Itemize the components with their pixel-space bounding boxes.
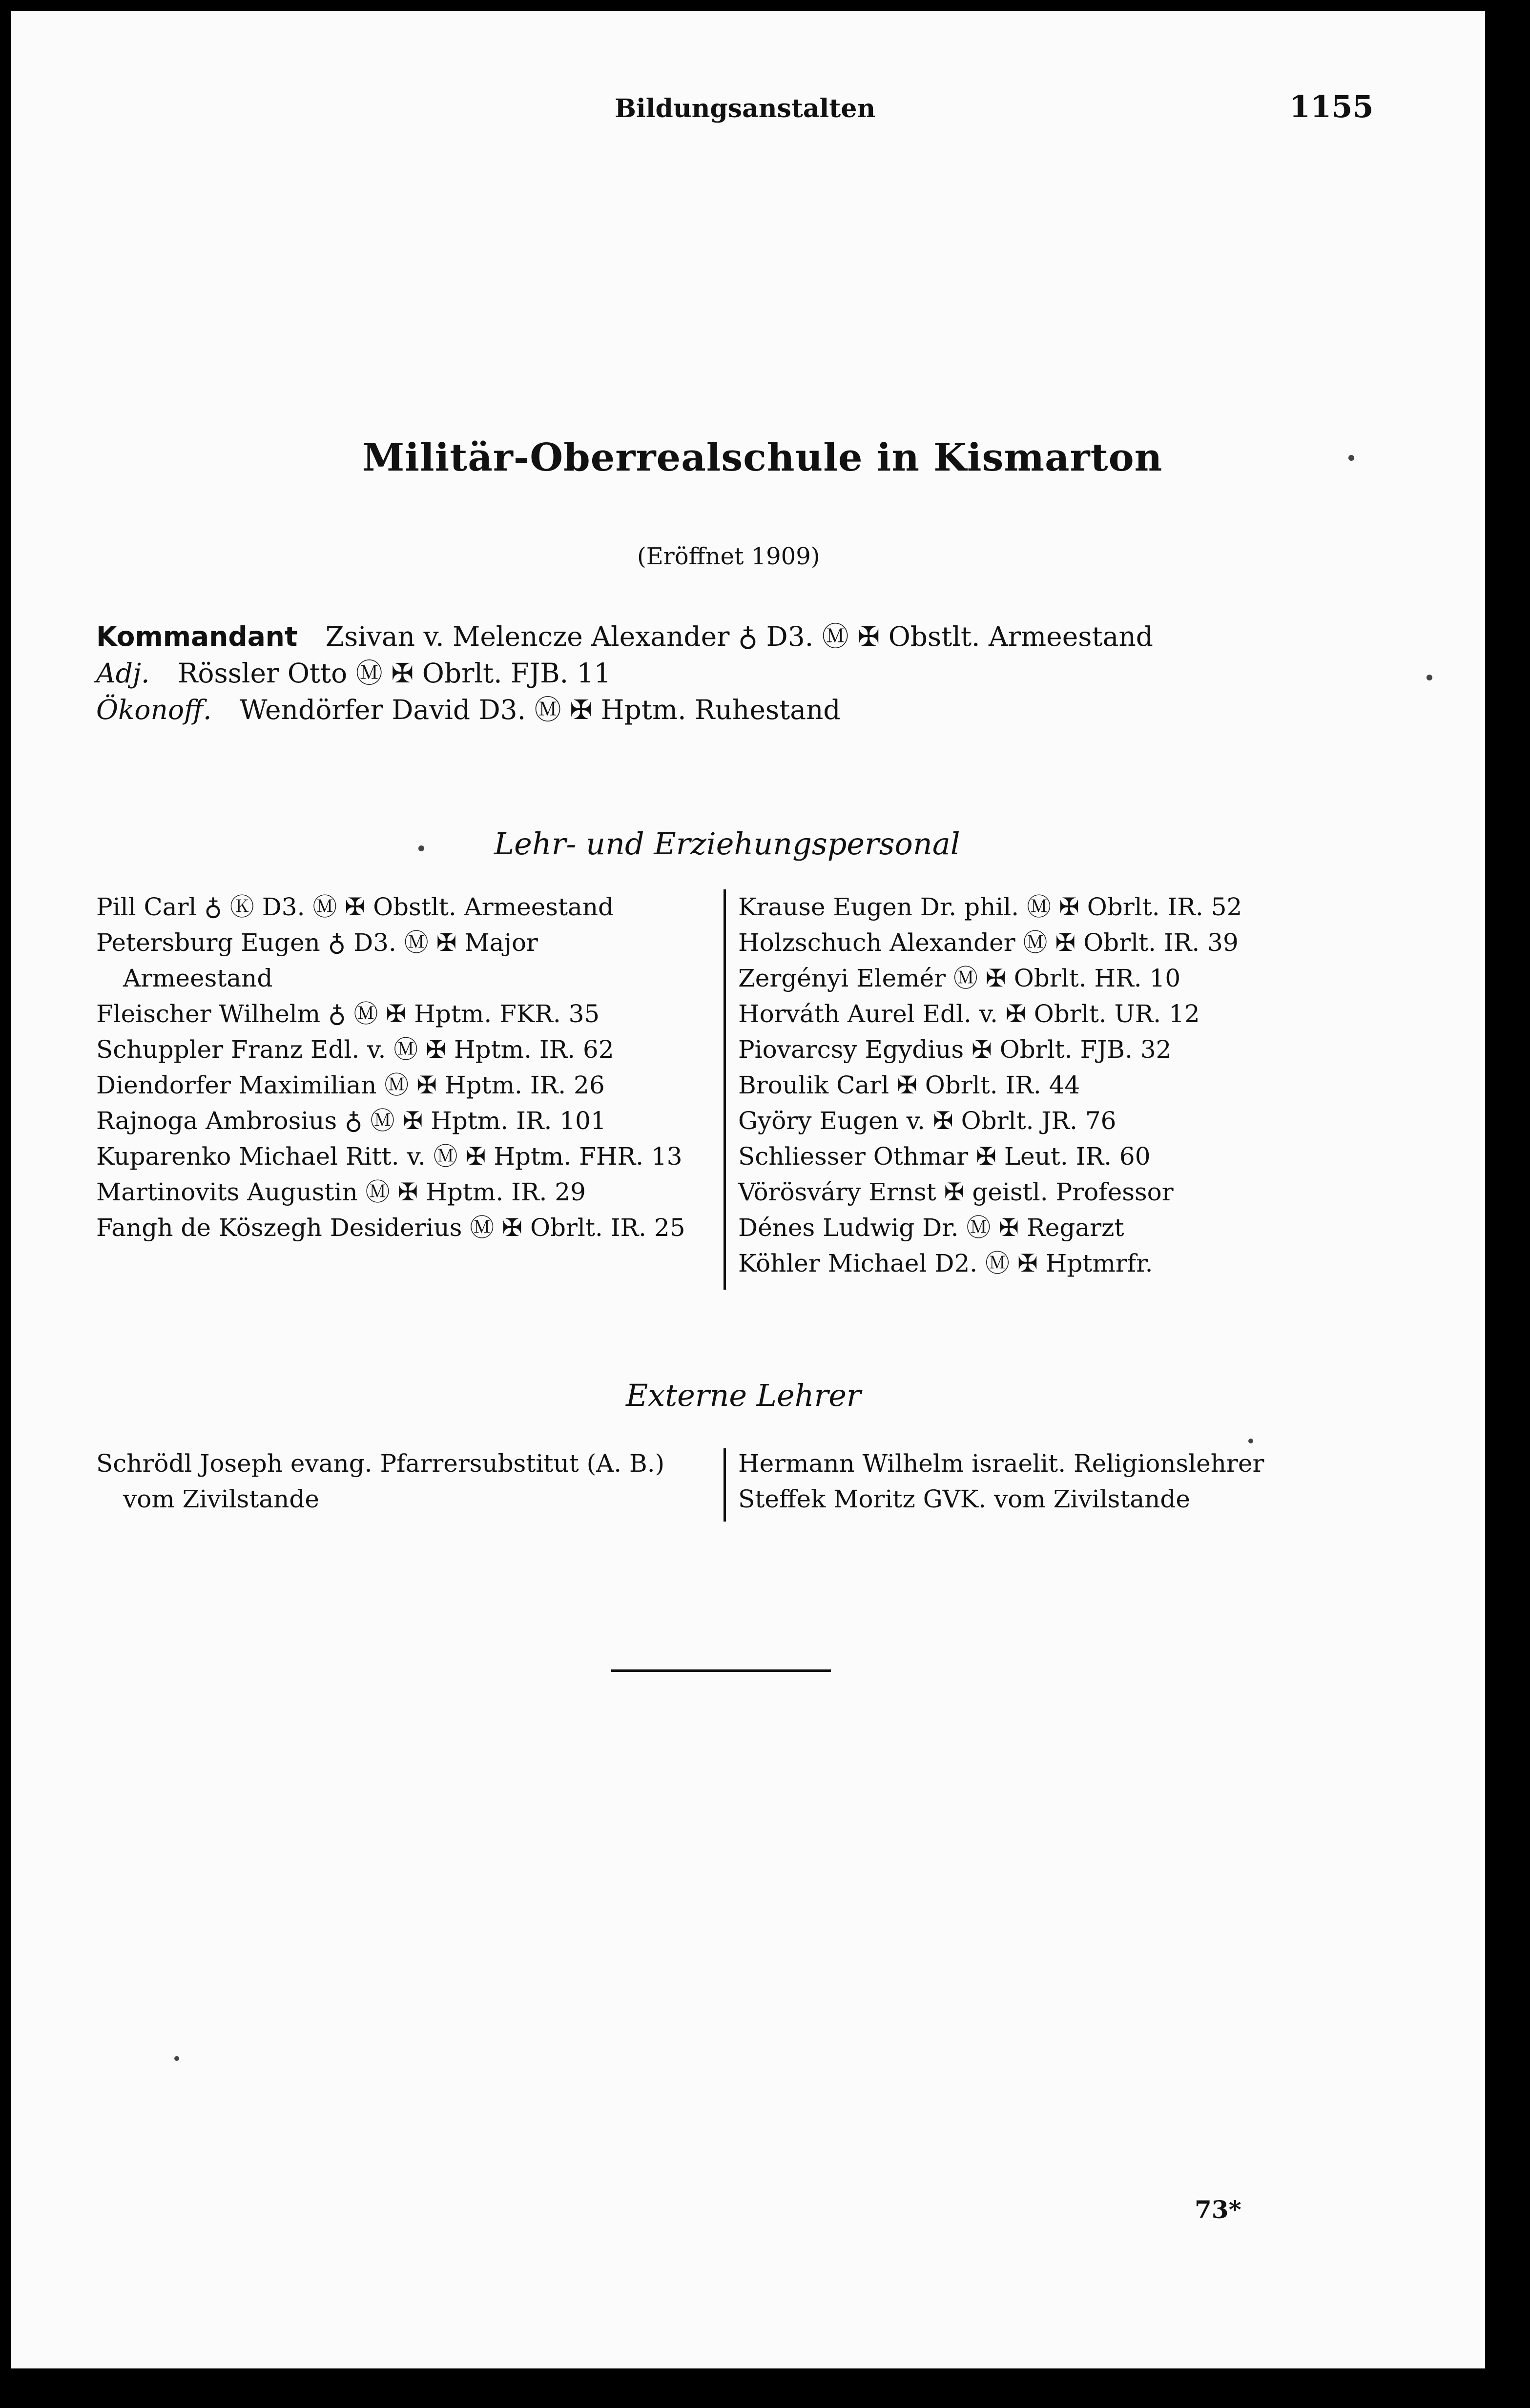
- staff-entry: Horváth Aurel Edl. v. ✠ Obrlt. UR. 12: [738, 1000, 1200, 1028]
- leadership-entry: Zsivan v. Melencze Alexander ♁ D3. Ⓜ ✠ Obstlt. Armeestand: [325, 621, 1154, 652]
- staff-entry-continuation: Armeestand: [123, 964, 273, 992]
- external-right-column: [738, 1446, 1348, 1517]
- staff-entry: Krause Eugen Dr. phil. Ⓜ ✠ Obrlt. IR. 52: [738, 893, 1242, 921]
- section-heading-staff: Lehr- und Erziehungspersonal: [494, 826, 960, 862]
- staff-entry: Martinovits Augustin Ⓜ ✠ Hptm. IR. 29: [96, 1178, 586, 1206]
- scan-speck: [1348, 455, 1354, 461]
- page-number: 1155: [1289, 89, 1374, 124]
- staff-entry: Kuparenko Michael Ritt. v. Ⓜ ✠ Hptm. FHR. 13: [96, 1142, 682, 1171]
- staff-entry: Schuppler Franz Edl. v. Ⓜ ✠ Hptm. IR. 62: [96, 1035, 614, 1064]
- section-heading-external: Externe Lehrer: [626, 1378, 861, 1413]
- staff-entry: Zergényi Elemér Ⓜ ✠ Obrlt. HR. 10: [738, 964, 1181, 992]
- column-divider: [724, 889, 726, 1290]
- staff-entry: Diendorfer Maximilian Ⓜ ✠ Hptm. IR. 26: [96, 1071, 605, 1099]
- leadership-role: Kommandant: [96, 621, 298, 652]
- staff-entry: Piovarcsy Egydius ✠ Obrlt. FJB. 32: [738, 1035, 1172, 1064]
- external-entry-continuation: vom Zivilstande: [123, 1485, 319, 1513]
- staff-entry: Holzschuch Alexander Ⓜ ✠ Obrlt. IR. 39: [738, 928, 1239, 957]
- leadership-entry: Wendörfer David D3. Ⓜ ✠ Hptm. Ruhestand: [240, 694, 841, 725]
- external-left-column: [96, 1446, 719, 1517]
- leadership-row: [96, 618, 1153, 655]
- staff-entry: Pill Carl ♁ Ⓚ D3. Ⓜ ✠ Obstlt. Armeestand: [96, 893, 614, 921]
- staff-entry: Broulik Carl ✠ Obrlt. IR. 44: [738, 1071, 1080, 1099]
- staff-right-column: [738, 889, 1348, 1281]
- staff-entry: Fleischer Wilhelm ♁ Ⓜ ✠ Hptm. FKR. 35: [96, 1000, 600, 1028]
- column-divider: [724, 1448, 726, 1522]
- leadership-role: Adj.: [96, 658, 150, 689]
- staff-entry: Petersburg Eugen ♁ D3. Ⓜ ✠ Major: [96, 928, 538, 957]
- staff-entry: Rajnoga Ambrosius ♁ Ⓜ ✠ Hptm. IR. 101: [96, 1107, 606, 1135]
- closing-rule: [611, 1669, 831, 1672]
- leadership-list: [96, 618, 1153, 728]
- scan-speck: [1427, 675, 1432, 680]
- staff-entry: Györy Eugen v. ✠ Obrlt. JR. 76: [738, 1107, 1116, 1135]
- staff-left-column: [96, 889, 719, 1246]
- signature-mark: 73*: [1195, 2195, 1241, 2224]
- leadership-row: [96, 655, 1153, 692]
- page-title: Militär-Oberrealschule in Kismarton: [362, 435, 1163, 480]
- leadership-role: Ökonoff.: [96, 694, 212, 725]
- staff-entry: Köhler Michael D2. Ⓜ ✠ Hptmrfr.: [738, 1249, 1153, 1277]
- running-header: Bildungsanstalten: [615, 94, 876, 123]
- staff-entry: Schliesser Othmar ✠ Leut. IR. 60: [738, 1142, 1151, 1171]
- scan-speck: [174, 2056, 179, 2061]
- leadership-entry: Rössler Otto Ⓜ ✠ Obrlt. FJB. 11: [177, 658, 611, 689]
- founded-note: (Eröffnet 1909): [637, 543, 820, 570]
- scan-speck: [418, 845, 424, 851]
- external-entry: Hermann Wilhelm israelit. Religionslehrer: [738, 1449, 1264, 1478]
- scan-speck: [1248, 1439, 1253, 1443]
- external-entry: Steffek Moritz GVK. vom Zivilstande: [738, 1485, 1190, 1513]
- staff-entry: Vörösváry Ernst ✠ geistl. Professor: [738, 1178, 1174, 1206]
- staff-entry: Dénes Ludwig Dr. Ⓜ ✠ Regarzt: [738, 1214, 1124, 1242]
- leadership-row: [96, 692, 1153, 728]
- external-entry: Schrödl Joseph evang. Pfarrersubstitut (A. B.): [96, 1449, 665, 1478]
- document-page: [11, 11, 1485, 2368]
- staff-entry: Fangh de Köszegh Desiderius Ⓜ ✠ Obrlt. IR. 25: [96, 1214, 685, 1242]
